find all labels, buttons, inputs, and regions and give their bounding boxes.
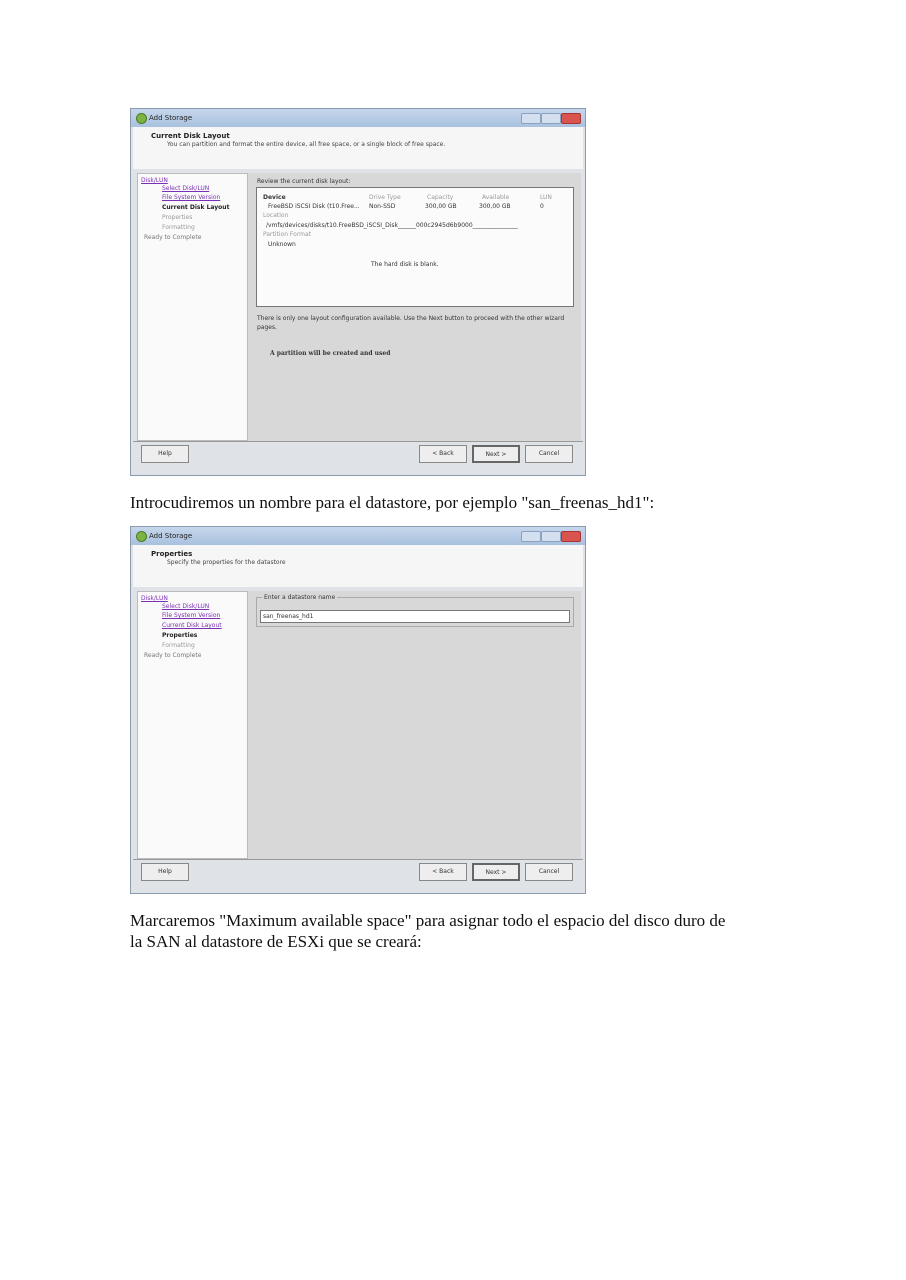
partition-format-value: Unknown xyxy=(268,241,296,248)
help-button[interactable]: Help xyxy=(141,445,189,463)
step-title: Current Disk Layout xyxy=(151,132,230,140)
footer-divider xyxy=(133,441,583,442)
wizard-steps xyxy=(137,173,248,441)
wizard-header xyxy=(133,127,583,169)
help-button[interactable]: Help xyxy=(141,863,189,881)
next-button[interactable]: Next > xyxy=(472,863,520,881)
content-panel xyxy=(248,591,581,859)
step-current-disk-layout: Current Disk Layout xyxy=(162,204,230,211)
step-disk-lun[interactable]: Disk/LUN xyxy=(141,177,168,184)
layout-info-text: There is only one layout configuration available. Use the Next button to proceed with the other wizard pages. xyxy=(257,315,565,331)
step-formatting: Formatting xyxy=(162,642,195,649)
col-available: Available xyxy=(482,194,510,201)
step-select-disk[interactable]: Select Disk/LUN xyxy=(162,185,210,192)
datastore-name-label: Enter a datastore name xyxy=(264,594,336,601)
col-lun: LUN xyxy=(540,194,552,201)
location-label: Location xyxy=(263,212,289,219)
close-button[interactable] xyxy=(561,531,581,542)
partition-notice: A partition will be created and used xyxy=(270,350,391,357)
col-drive-type: Drive Type xyxy=(369,194,401,201)
title-bar xyxy=(131,109,585,127)
storage-icon xyxy=(136,531,147,542)
maximize-button[interactable] xyxy=(541,531,561,542)
blank-disk-message: The hard disk is blank. xyxy=(371,261,439,268)
step-description: Specify the properties for the datastore xyxy=(167,559,286,566)
step-disk-lun[interactable]: Disk/LUN xyxy=(141,595,168,602)
step-file-system-version[interactable]: File System Version xyxy=(162,194,221,201)
minimize-button[interactable] xyxy=(521,113,541,124)
step-title: Properties xyxy=(151,550,193,558)
col-capacity: Capacity xyxy=(427,194,454,201)
step-properties: Properties xyxy=(162,214,193,221)
datastore-name-input[interactable]: san_freenas_hd1 xyxy=(260,610,570,623)
cancel-button[interactable]: Cancel xyxy=(525,445,573,463)
step-select-disk[interactable]: Select Disk/LUN xyxy=(162,603,210,610)
step-formatting: Formatting xyxy=(162,224,195,231)
drive-type: Non-SSD xyxy=(369,203,396,210)
partition-format-label: Partition Format xyxy=(263,231,312,238)
disk-layout-list[interactable] xyxy=(256,187,574,307)
step-description: You can partition and format the entire device, all free space, or a single block of free space. xyxy=(167,141,446,148)
step-ready: Ready to Complete xyxy=(144,652,202,659)
lun: 0 xyxy=(540,203,544,210)
available: 300,00 GB xyxy=(479,203,511,210)
step-ready: Ready to Complete xyxy=(144,234,202,241)
col-device: Device xyxy=(263,194,286,201)
paragraph-max-space-line1: Marcaremos "Maximum available space" para asignar todo el espacio del disco duro de xyxy=(130,911,726,930)
back-button[interactable]: < Back xyxy=(419,863,467,881)
add-storage-dialog-disk-layout xyxy=(130,108,586,476)
cancel-button[interactable]: Cancel xyxy=(525,863,573,881)
back-button[interactable]: < Back xyxy=(419,445,467,463)
step-file-system-version[interactable]: File System Version xyxy=(162,612,221,619)
paragraph-max-space-line2: la SAN al datastore de ESXi que se creará: xyxy=(130,932,422,951)
step-current-disk-layout[interactable]: Current Disk Layout xyxy=(162,622,222,629)
minimize-button[interactable] xyxy=(521,531,541,542)
paragraph-datastore-name: Introcudiremos un nombre para el datastore, por ejemplo "san_freenas_hd1": xyxy=(130,493,655,512)
location-path: /vmfs/devices/disks/t10.FreeBSD_iSCSI_Disk______000c2945d6b9000_______________ xyxy=(266,222,518,229)
capacity: 300,00 GB xyxy=(425,203,457,210)
maximize-button[interactable] xyxy=(541,113,561,124)
content-panel xyxy=(248,173,581,441)
title-bar xyxy=(131,527,585,545)
step-properties: Properties xyxy=(162,632,198,639)
close-button[interactable] xyxy=(561,113,581,124)
storage-icon xyxy=(136,113,147,124)
wizard-steps xyxy=(137,591,248,859)
device-name: FreeBSD iSCSI Disk (t10.Free... xyxy=(268,203,360,210)
footer-divider xyxy=(133,859,583,860)
next-button[interactable]: Next > xyxy=(472,445,520,463)
add-storage-dialog-properties xyxy=(130,526,586,894)
window-title: Add Storage xyxy=(149,114,193,122)
review-label: Review the current disk layout: xyxy=(257,178,351,185)
wizard-header xyxy=(133,545,583,587)
datastore-name-group xyxy=(256,594,574,627)
window-title: Add Storage xyxy=(149,532,193,540)
